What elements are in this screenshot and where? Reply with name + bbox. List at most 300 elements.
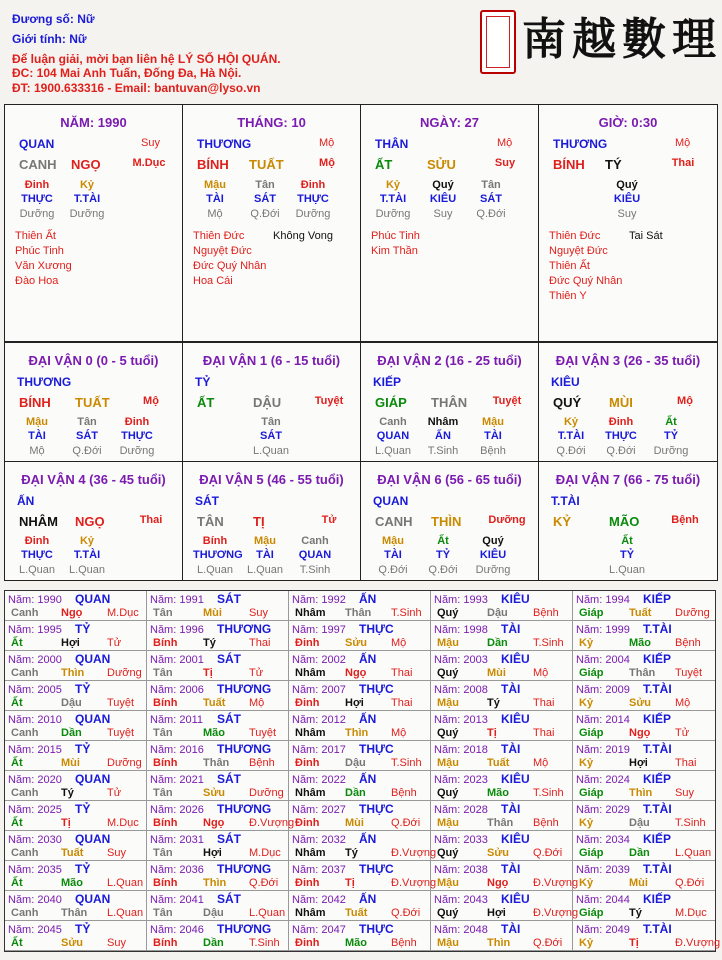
year-ten-god: T.TÀI	[643, 742, 672, 756]
year-ten-god: KIÊU	[501, 772, 530, 786]
year-stem: Bính	[153, 817, 178, 829]
hidden-stem: Ất	[665, 416, 677, 428]
hidden-stem: Quý	[482, 535, 504, 547]
logo-text: 南越數理	[522, 14, 722, 65]
year-branch: Dần	[629, 847, 650, 859]
heavenly-stem: GIÁP	[375, 395, 407, 410]
year-branch: Dậu	[61, 697, 82, 709]
year-label: Năm: 2005	[8, 684, 62, 696]
year-state: Mộ	[391, 727, 407, 739]
year-branch: Ngọ	[61, 607, 83, 619]
ten-god-label: QUAN	[373, 494, 409, 508]
year-cell	[5, 711, 147, 741]
year-state: L.Quan	[249, 907, 286, 919]
hidden-state: Dưỡng	[19, 208, 55, 220]
hidden-ten-god: QUAN	[298, 549, 332, 561]
year-label: Năm: 2036	[150, 864, 204, 876]
hidden-state: L.Quan	[608, 564, 646, 576]
year-branch: Mão	[61, 877, 83, 889]
year-ten-god: SÁT	[217, 772, 241, 786]
year-state: Dưỡng	[107, 757, 142, 769]
year-label: Năm: 2047	[292, 924, 346, 936]
year-branch: Mùi	[203, 607, 222, 619]
year-stem: Đinh	[295, 757, 320, 769]
dai-van-box	[4, 461, 183, 581]
hidden-stem: Canh	[379, 416, 407, 428]
year-state: Q.Đới	[391, 907, 421, 919]
ten-god-label: QUAN	[19, 137, 55, 151]
year-ten-god: TỶ	[75, 862, 91, 876]
year-stem: Nhâm	[295, 727, 326, 739]
year-branch: Tuất	[203, 697, 226, 709]
year-cell	[573, 831, 715, 861]
year-state: Bệnh	[533, 817, 559, 829]
year-branch: Dậu	[345, 757, 366, 769]
year-ten-god: KIÊU	[501, 592, 530, 606]
dai-van-title: ĐẠI VẬN 3 (26 - 35 tuổi)	[555, 353, 701, 368]
year-cell	[289, 741, 431, 771]
star-item: Đào Hoa	[15, 275, 59, 287]
year-state: Bệnh	[391, 787, 417, 799]
year-ten-god: THƯƠNG	[217, 922, 272, 936]
contact-line-1: Để luận giải, mời bạn liên hệ LÝ SỐ HỘI QUÁN.	[12, 52, 281, 66]
ten-god-label: THƯƠNG	[17, 375, 72, 389]
year-ten-god: ẤN	[359, 592, 377, 606]
year-branch: Mùi	[629, 877, 648, 889]
year-ten-god: TỶ	[75, 802, 91, 816]
year-ten-god: QUAN	[75, 832, 111, 846]
year-label: Năm: 2026	[150, 804, 204, 816]
hidden-state: Q.Đới	[72, 445, 102, 457]
year-state: L.Quan	[107, 907, 144, 919]
year-ten-god: TÀI	[501, 742, 521, 756]
year-stem: Đinh	[295, 937, 320, 949]
pillar-box	[538, 104, 718, 342]
year-ten-god: T.TÀI	[643, 922, 672, 936]
year-label: Năm: 2024	[576, 774, 630, 786]
year-branch: Hợi	[487, 907, 506, 919]
ten-god-label: KIẾP	[373, 375, 402, 389]
year-stem: Quý	[437, 907, 459, 919]
hidden-stem: Đinh	[24, 535, 50, 547]
year-cell	[147, 591, 289, 621]
heavenly-stem: CANH	[375, 514, 413, 529]
heavenly-stem: KỶ	[553, 514, 572, 529]
year-ten-god: TỶ	[75, 742, 91, 756]
year-branch: Dậu	[629, 817, 650, 829]
year-cell	[147, 861, 289, 891]
hidden-stem: Nhâm	[427, 416, 459, 428]
year-cell	[5, 801, 147, 831]
year-stem: Tân	[153, 607, 173, 619]
year-state: Đ.Vượng	[391, 847, 437, 859]
hidden-stem: Mậu	[26, 416, 48, 428]
hidden-state: Mộ	[29, 445, 45, 457]
hidden-ten-god: KIÊU	[429, 193, 457, 205]
year-stem: Giáp	[579, 607, 604, 619]
year-stem: Giáp	[579, 847, 604, 859]
hidden-ten-god: TỶ	[619, 549, 635, 561]
year-ten-god: THỰC	[359, 622, 394, 636]
luck-state: Bệnh	[671, 514, 699, 526]
year-cell	[573, 861, 715, 891]
hidden-stem: Đinh	[24, 179, 50, 191]
hidden-state: Dưỡng	[69, 208, 105, 220]
nayin-state: Suy	[494, 157, 516, 169]
year-state: Thai	[391, 667, 413, 679]
top-state: Mộ	[319, 137, 335, 149]
year-label: Năm: 2032	[292, 834, 346, 846]
star-item-alt: Không Vong	[273, 230, 333, 242]
year-branch: Dần	[487, 637, 508, 649]
year-stem: Tân	[153, 667, 173, 679]
year-state: M.Dục	[249, 847, 281, 859]
luck-state: Thai	[139, 514, 163, 526]
year-cell	[431, 591, 573, 621]
year-ten-god: QUAN	[75, 592, 111, 606]
hidden-state: L.Quan	[196, 564, 234, 576]
year-state: Q.Đới	[249, 877, 279, 889]
year-cell	[573, 891, 715, 921]
year-stem: Tân	[153, 787, 173, 799]
year-cell	[147, 921, 289, 951]
year-branch: Thân	[487, 817, 514, 829]
year-stem: Đinh	[295, 637, 320, 649]
year-cell	[5, 681, 147, 711]
hidden-state: Suy	[617, 208, 637, 220]
year-branch: Mão	[203, 727, 225, 739]
year-stem: Kỷ	[579, 877, 594, 889]
hidden-ten-god: THỰC	[297, 193, 329, 205]
year-cell	[289, 681, 431, 711]
year-cell	[5, 921, 147, 951]
heavenly-stem: QUÝ	[553, 395, 582, 410]
hidden-ten-god: ẤN	[435, 430, 451, 442]
year-stem: Bính	[153, 937, 178, 949]
year-branch: Dậu	[203, 907, 224, 919]
year-label: Năm: 2022	[292, 774, 346, 786]
earthly-branch: TUẤT	[249, 157, 284, 172]
year-ten-god: TỶ	[75, 622, 91, 636]
year-branch: Tý	[203, 637, 216, 649]
hidden-stem: Đinh	[608, 416, 634, 428]
earthly-branch: TUẤT	[75, 395, 110, 410]
hidden-state: Dưỡng	[295, 208, 331, 220]
hidden-state: L.Quan	[18, 564, 56, 576]
year-label: Năm: 2039	[576, 864, 630, 876]
earthly-branch: MÃO	[609, 514, 640, 529]
year-cell	[573, 771, 715, 801]
year-label: Năm: 2011	[150, 714, 203, 726]
hidden-stem: Quý	[616, 179, 638, 191]
year-stem: Mậu	[437, 637, 459, 649]
contact-line-3: ĐT: 1900.633316 - Email: bantuvan@lyso.vn	[12, 81, 261, 95]
year-state: Bệnh	[249, 757, 275, 769]
year-label: Năm: 1998	[434, 624, 488, 636]
year-state: Tử	[107, 637, 122, 649]
year-ten-god: T.TÀI	[643, 622, 672, 636]
year-ten-god: KIẾP	[643, 652, 672, 666]
year-ten-god: THƯƠNG	[217, 742, 272, 756]
year-label: Năm: 2017	[292, 744, 346, 756]
year-branch: Tuất	[345, 907, 368, 919]
year-branch: Thìn	[629, 787, 653, 799]
year-label: Năm: 2015	[8, 744, 62, 756]
year-branch: Sửu	[345, 637, 368, 649]
year-state: Thai	[675, 757, 697, 769]
year-stem: Quý	[437, 847, 459, 859]
heavenly-stem: ẤT	[197, 395, 215, 410]
year-label: Năm: 1997	[292, 624, 346, 636]
year-ten-god: THỰC	[359, 922, 394, 936]
hidden-stem: Mậu	[254, 535, 276, 547]
hidden-ten-god: THỰC	[605, 430, 637, 442]
year-branch: Tý	[487, 697, 500, 709]
year-branch: Dậu	[487, 607, 508, 619]
year-state: Đ.Vượng	[391, 877, 437, 889]
year-stem: Giáp	[579, 727, 604, 739]
hidden-stem: Tân	[77, 416, 97, 428]
year-branch: Tý	[629, 907, 642, 919]
year-state: Tử	[675, 727, 690, 739]
year-ten-god: ẤN	[359, 832, 377, 846]
year-label: Năm: 2007	[292, 684, 346, 696]
year-label: Năm: 2004	[576, 654, 630, 666]
hidden-state: L.Quan	[246, 564, 284, 576]
year-cell	[573, 921, 721, 951]
year-stem: Ất	[11, 817, 23, 829]
year-ten-god: T.TÀI	[643, 682, 672, 696]
year-state: Suy	[249, 607, 268, 619]
hidden-stem: Kỷ	[79, 535, 95, 547]
year-ten-god: THỰC	[359, 802, 394, 816]
year-cell	[147, 771, 289, 801]
year-stem: Mậu	[437, 937, 459, 949]
hidden-state: L.Quan	[252, 445, 290, 457]
pillar-box	[360, 104, 539, 342]
year-state: Suy	[675, 787, 694, 799]
year-branch: Mùi	[487, 667, 506, 679]
year-label: Năm: 2041	[150, 894, 204, 906]
year-branch: Ngọ	[345, 667, 367, 679]
hidden-ten-god: QUAN	[376, 430, 410, 442]
hidden-stem: Tân	[255, 179, 275, 191]
year-state: Bệnh	[391, 937, 417, 949]
year-label: Năm: 1990	[8, 594, 62, 606]
hidden-state: Q.Đới	[556, 445, 586, 457]
hidden-stem: Tân	[261, 416, 281, 428]
year-cell	[147, 621, 289, 651]
year-branch: Tý	[345, 847, 358, 859]
year-branch: Tuất	[487, 757, 510, 769]
hidden-state: Suy	[433, 208, 453, 220]
luck-state: Tuyệt	[314, 395, 344, 407]
pillar-box	[4, 104, 183, 342]
year-ten-god: KIẾP	[643, 712, 672, 726]
year-branch: Tý	[61, 787, 74, 799]
year-state: T.Sinh	[675, 817, 706, 829]
year-cell	[5, 891, 147, 921]
luck-state: Tử	[321, 514, 337, 526]
year-stem: Nhâm	[295, 847, 326, 859]
top-state: Suy	[141, 137, 160, 149]
year-branch: Thìn	[487, 937, 511, 949]
earthly-branch: THÌN	[431, 514, 462, 529]
year-ten-god: TÀI	[501, 682, 521, 696]
year-stem: Mậu	[437, 877, 459, 889]
year-cell	[431, 801, 573, 831]
earthly-branch: SỬU	[427, 157, 456, 172]
year-ten-god: KIẾP	[643, 592, 672, 606]
year-cell	[147, 801, 295, 831]
year-ten-god: SÁT	[217, 892, 241, 906]
year-state: T.Sinh	[391, 757, 422, 769]
year-stem: Nhâm	[295, 607, 326, 619]
star-item: Đức Quý Nhân	[193, 260, 267, 272]
year-branch: Hợi	[61, 637, 80, 649]
year-state: Suy	[107, 847, 126, 859]
year-state: Tuyệt	[107, 697, 135, 709]
year-label: Năm: 2043	[434, 894, 488, 906]
year-ten-god: ẤN	[359, 712, 377, 726]
year-branch: Thìn	[345, 727, 369, 739]
year-stem: Tân	[153, 847, 173, 859]
year-state: Q.Đới	[675, 877, 705, 889]
hidden-ten-god: SÁT	[76, 430, 98, 442]
hidden-state: Dưỡng	[375, 208, 411, 220]
year-state: M.Dục	[107, 817, 139, 829]
year-stem: Mậu	[437, 817, 459, 829]
year-state: L.Quan	[107, 877, 144, 889]
heavenly-stem: NHÂM	[19, 514, 58, 529]
hidden-state: Dưỡng	[475, 564, 511, 576]
year-ten-god: ẤN	[359, 652, 377, 666]
year-label: Năm: 2013	[434, 714, 488, 726]
year-stem: Tân	[153, 727, 173, 739]
nayin-state: Thai	[671, 157, 695, 169]
year-label: Năm: 2029	[576, 804, 630, 816]
hidden-state: Q.Đới	[428, 564, 458, 576]
year-state: Đ.Vượng	[249, 817, 295, 829]
dai-van-box	[360, 461, 539, 581]
year-stem: Giáp	[579, 907, 604, 919]
year-cell	[431, 681, 573, 711]
year-label: Năm: 1992	[292, 594, 346, 606]
year-label: Năm: 1995	[8, 624, 62, 636]
year-cell	[573, 621, 715, 651]
year-stem: Canh	[11, 847, 39, 859]
year-cell	[289, 771, 431, 801]
year-stem: Đinh	[295, 697, 320, 709]
year-stem: Canh	[11, 787, 39, 799]
year-label: Năm: 2006	[150, 684, 204, 696]
year-ten-god: ẤN	[359, 772, 377, 786]
hidden-ten-god: TÀI	[28, 430, 46, 442]
year-label: Năm: 2034	[576, 834, 630, 846]
dai-van-title: ĐẠI VẬN 5 (46 - 55 tuổi)	[199, 472, 344, 487]
year-stem: Nhâm	[295, 667, 326, 679]
year-ten-god: T.TÀI	[643, 862, 672, 876]
year-cell	[573, 681, 715, 711]
earthly-branch: MÙI	[609, 395, 633, 410]
ten-god-label: THƯƠNG	[197, 137, 252, 151]
hidden-state: Q.Đới	[476, 208, 506, 220]
hidden-state: L.Quan	[68, 564, 106, 576]
hidden-ten-god: SÁT	[254, 193, 276, 205]
hidden-stem: Tân	[481, 179, 501, 191]
year-label: Năm: 2018	[434, 744, 488, 756]
year-state: Mộ	[249, 697, 265, 709]
year-state: Thai	[533, 727, 555, 739]
year-cell	[573, 711, 715, 741]
heavenly-stem: TÂN	[197, 514, 224, 529]
year-cell	[431, 921, 573, 951]
year-cell	[147, 891, 289, 921]
star-item: Văn Xương	[15, 260, 72, 272]
hidden-ten-god: T.TÀI	[557, 430, 585, 442]
year-cell	[431, 831, 573, 861]
year-label: Năm: 2045	[8, 924, 62, 936]
hidden-stem: Bính	[202, 535, 228, 547]
year-stem: Đinh	[295, 817, 320, 829]
year-label: Năm: 2037	[292, 864, 346, 876]
year-ten-god: KIÊU	[501, 892, 530, 906]
luck-state: Mộ	[143, 395, 159, 407]
year-ten-god: KIÊU	[501, 652, 530, 666]
star-item: Kim Thần	[371, 245, 418, 257]
year-branch: Tị	[629, 937, 639, 949]
contact-line-2: ĐC: 104 Mai Anh Tuấn, Đống Đa, Hà Nội.	[12, 66, 242, 80]
hidden-ten-god: THỰC	[121, 430, 153, 442]
year-cell	[431, 861, 579, 891]
year-label: Năm: 2042	[292, 894, 346, 906]
year-branch: Dần	[345, 787, 366, 799]
year-cell	[147, 651, 289, 681]
annual-luck-table	[4, 590, 721, 952]
hidden-ten-god: TÀI	[484, 430, 502, 442]
hidden-stem: Đinh	[124, 416, 150, 428]
year-label: Năm: 2012	[292, 714, 346, 726]
year-branch: Mùi	[345, 817, 364, 829]
year-stem: Ất	[11, 757, 23, 769]
year-label: Năm: 2038	[434, 864, 488, 876]
ten-god-label: T.TÀI	[551, 494, 580, 508]
year-cell	[5, 591, 147, 621]
year-cell	[431, 771, 573, 801]
year-ten-god: TÀI	[501, 622, 521, 636]
pillar-box	[182, 104, 361, 342]
year-state: Tuyệt	[107, 727, 135, 739]
year-stem: Canh	[11, 907, 39, 919]
year-state: Tuyệt	[675, 667, 703, 679]
year-cell	[289, 891, 431, 921]
hidden-stem: Mậu	[482, 416, 504, 428]
luck-state: Mộ	[677, 395, 693, 407]
ten-god-label: TỶ	[195, 375, 211, 389]
hidden-stem: Kỷ	[563, 416, 579, 428]
year-stem: Canh	[11, 727, 39, 739]
hidden-stem: Canh	[301, 535, 329, 547]
year-label: Năm: 2028	[434, 804, 488, 816]
year-label: Năm: 2002	[292, 654, 346, 666]
year-cell	[5, 651, 147, 681]
year-label: Năm: 2025	[8, 804, 62, 816]
year-branch: Tuất	[61, 847, 84, 859]
year-cell	[289, 621, 431, 651]
year-branch: Sửu	[487, 847, 510, 859]
year-state: Q.Đới	[533, 937, 563, 949]
year-state: Dưỡng	[107, 667, 142, 679]
